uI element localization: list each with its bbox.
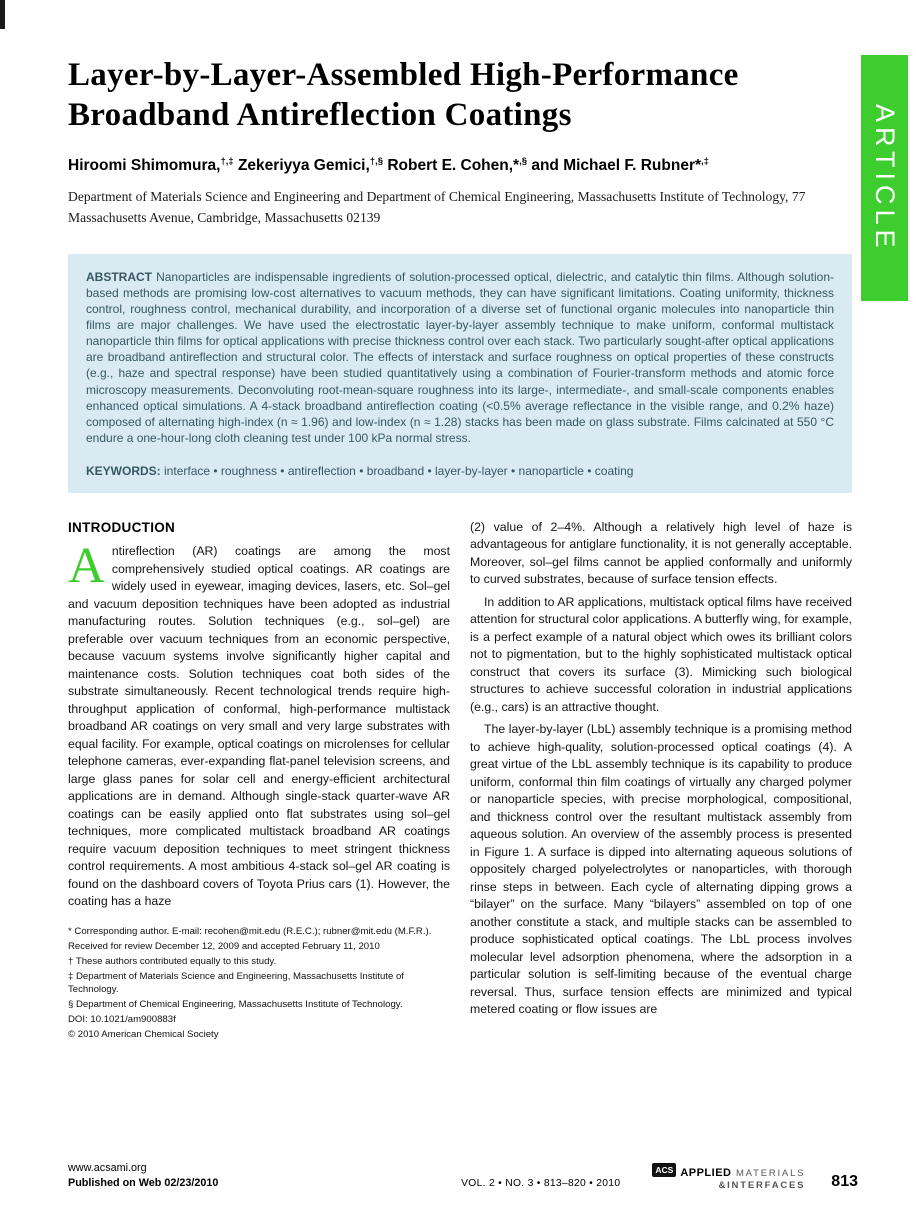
affiliation-text: Department of Materials Science and Engineering and Department of Chemical Engineering, Massachusetts Institute of Technology, 77 Massachusetts Avenue, Cambridge, Massachusetts 02139 xyxy=(68,189,806,225)
body-paragraph: (2) value of 2–4%. Although a relatively high level of haze is advantageous for antiglare functionality, it is not generally acceptable. Moreover, sol–gel films cannot be applied conformally and uniformly to curved substrates, because of surface tension effects. xyxy=(470,519,852,587)
intro-paragraph xyxy=(68,538,450,911)
footnote-received-dates: Received for review December 12, 2009 and accepted February 11, 2010 xyxy=(68,940,380,952)
section-heading-introduction: INTRODUCTION xyxy=(68,519,176,535)
footnote-dept-chemical: § Department of Chemical Engineering, Massachusetts Institute of Technology. xyxy=(68,998,403,1010)
abstract-box xyxy=(68,254,852,493)
body-column-left xyxy=(68,519,450,1043)
article-type-banner xyxy=(861,55,908,301)
paper-title-line2: Broadband Antireflection Coatings xyxy=(68,96,572,133)
acs-logo-mark: ACS xyxy=(652,1163,676,1177)
footnote-dept-materials: ‡ Department of Materials Science and Engineering, Massachusetts Institute of Technology. xyxy=(68,970,404,995)
journal-url: www.acsami.org xyxy=(68,1161,147,1174)
footnotes-block xyxy=(68,925,450,1041)
acs-logo-materials: MATERIALS xyxy=(735,1167,806,1179)
authors-line: Hiroomi Shimomura,†,‡ Zekeriyya Gemici,†,§ Robert E. Cohen,*,§ and Michael F. Rubner*,‡ xyxy=(68,156,709,175)
acs-logo-text xyxy=(680,1163,805,1191)
footnote-doi: DOI: 10.1021/am900883f xyxy=(68,1013,176,1025)
page-footer xyxy=(68,1161,858,1192)
dropcap: A xyxy=(68,538,105,595)
acs-logo xyxy=(652,1163,805,1192)
article-type-label: ARTICLE xyxy=(870,103,900,253)
acs-logo-interfaces: &INTERFACES xyxy=(718,1179,806,1191)
issue-info: VOL. 2 • NO. 3 • 813–820 • 2010 xyxy=(461,1178,621,1189)
footer-left-block xyxy=(68,1161,218,1192)
body-paragraph: In addition to AR applications, multistack optical films have received attention for structural color applications. A butterfly wing, for example, is a perfect example of a natural object which owes its brilliant colors not to pigmentation, but to the highly sophisticated multistack optical construct that covers its surface (3). Mimicking such biological structures to achieve successful coloration in industrial applications (e.g., cars) is an attractive thought. xyxy=(470,594,852,714)
keywords-line xyxy=(86,463,834,479)
paper-title-line1: Layer-by-Layer-Assembled High-Performance xyxy=(68,57,739,93)
abstract-paragraph xyxy=(86,269,834,446)
abstract-text: Nanoparticles are indispensable ingredients of solution-processed optical, dielectric, and catalytic thin films. Although solution-based methods are promising low-cost alternatives to vacuum methods, they can have significant limitations. Coating uniformity, thickness control, roughness control, mechanical durability, and incorporation of a diverse set of functional organic molecules into nanoparticle thin films are major challenges. We have used the electrostatic layer-by-layer assembly technique to make uniform, conformal multistack nanoparticle thin films for optical applications with precise thickness control over each stack. Two particularly sought-after optical applications are broadband antireflection and structural color. The effects of interstack and surface roughness on optical properties of these constructs (e.g., haze and spectral response) have been studied quantitatively using a combination of Fourier-transform methods and atomic force microscopy measurements. Deconvoluting root-mean-square roughness into its large-, intermediate-, and small-scale components enables enhanced optical simulations. A 4-stack broadband antireflection coating (<0.5% average reflectance in the visible range, and 0.2% haze) composed of alternating high-index (n ≈ 1.96) and low-index (n ≈ 1.28) stacks has been made on glass substrate. Films calcinated at 550 °C endure a one-hour-long cloth cleaning test under 100 kPa normal stress. xyxy=(86,269,834,445)
keywords-label: KEYWORDS: xyxy=(86,463,161,478)
page-number: 813 xyxy=(831,1173,858,1190)
intro-paragraph-text: ntireflection (AR) coatings are among the most comprehensively studied optical coatings. AR coatings are widely used in eyewear, imaging devices, lasers, etc. Sol–gel and vacuum deposition techniques have been adopted as industrial manufacturing routes. Solution techniques (e.g., sol–gel) are preferable over vacuum techniques from an economic perspective, because vacuum systems involve significantly higher capital and maintenance costs. Solution techniques coat both sides of the substrate simultaneously. Recent technological trends require high-throughput application of conformal, high-performance multistack broadband AR coatings on very small and very large substrates with equal facility. For example, optical coatings on microlenses for cellular telephone cameras, ever-expanding flat-panel television screens, and large glass panes for solar cell and energy-efficient architectural applications are in demand. Although single-stack quarter-wave AR coatings can be easily applied onto flat substrates using sol–gel techniques, more complicated multistack broadband AR coatings require vacuum deposition techniques to meet stringent thickness control requirements. A most ambitious 4-stack sol–gel AR coating is found on the dashboard covers of Toyota Prius cars (1). However, the coating has a haze xyxy=(68,544,450,909)
body-column-right xyxy=(470,519,852,1043)
paper-title xyxy=(68,56,852,135)
keywords-text: interface • roughness • antireflection • broadband • layer-by-layer • nanoparticle • coating xyxy=(164,463,634,478)
body-paragraph: The layer-by-layer (LbL) assembly technique is a promising method to achieve high-quality, solution-processed optical coatings (4). A great virtue of the LbL assembly technique is its capability to produce uniform, conformal thin film coatings of virtually any charged polymer or nanoparticle species, with precise morphological, compositional, and thickness control over the resultant multistack assembly from aqueous solution. An overview of the assembly process is presented in Figure 1. A surface is dipped into alternating aqueous solutions of oppositely charged polyelectrolytes or nanoparticles, with thorough rinse steps in between. Each cycle of alternating dipping grows a “bilayer” on the surface. Many “bilayers” assembled on top of one another constitute a stack, and multiple stacks can be assembled to produce sophisticated optical coatings. The LbL process involves molecular level adsorption phenomena, where the adsorption in a particular solution is self-limiting because of the eventual charge reversal. Thus, surface tension effects are minimized and typical metered coating or flow issues are xyxy=(470,722,852,1017)
body-columns xyxy=(68,519,852,1043)
acs-logo-applied: APPLIED xyxy=(680,1166,732,1179)
acs-logo-line1 xyxy=(680,1163,805,1181)
page-corner-mark xyxy=(0,0,5,29)
published-date: Published on Web 02/23/2010 xyxy=(68,1177,219,1190)
abstract-label: ABSTRACT xyxy=(86,269,152,284)
footnote-equal-contribution: † These authors contributed equally to this study. xyxy=(68,955,277,967)
footnote-copyright: © 2010 American Chemical Society xyxy=(68,1028,219,1040)
footnote-corresponding-author: * Corresponding author. E-mail: recohen@mit.edu (R.E.C.); rubner@mit.edu (M.F.R.). xyxy=(68,925,432,937)
